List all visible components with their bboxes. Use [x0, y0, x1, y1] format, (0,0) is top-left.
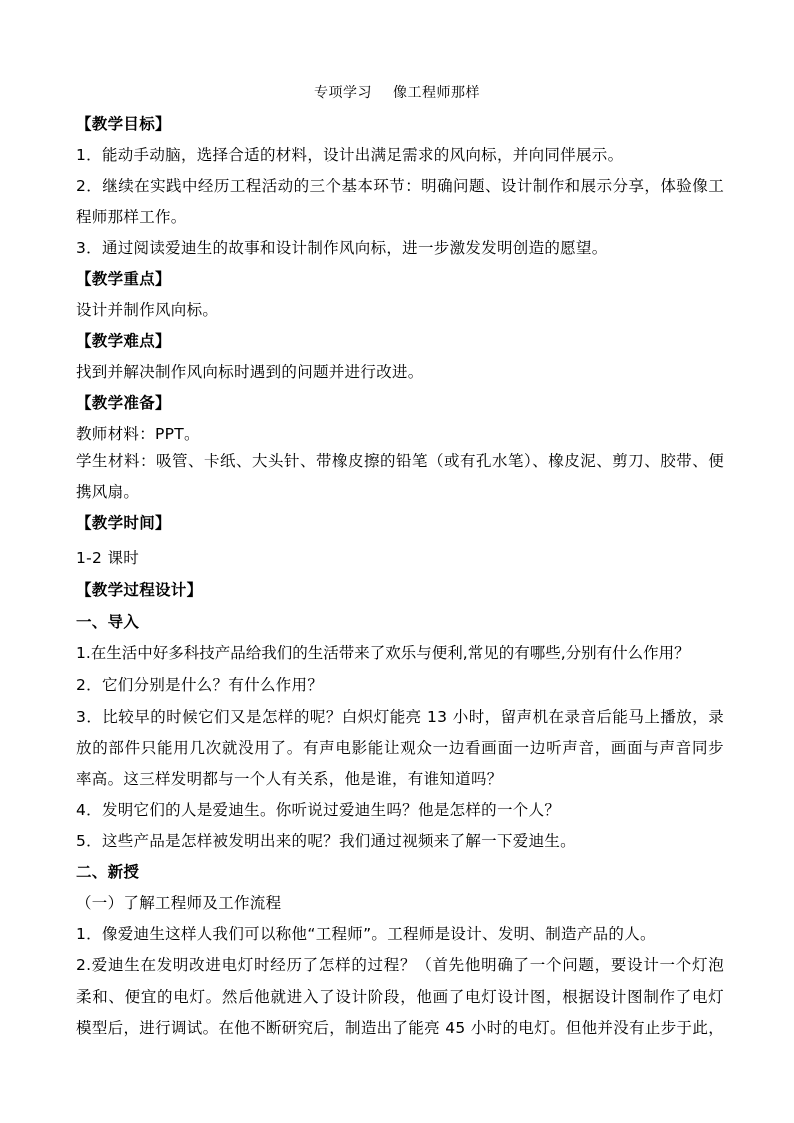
section-new-lesson: 二、新授: [76, 863, 140, 881]
heading-time: 【教学时间】: [76, 514, 171, 532]
prep-teacher: 教师材料：PPT。: [76, 425, 200, 443]
heading-key-point: 【教学重点】: [76, 270, 171, 288]
subsection-engineer: （一）了解工程师及工作流程: [76, 894, 282, 912]
section-intro: 一、导入: [76, 613, 140, 631]
key-point-text: 设计并制作风向标。: [76, 301, 219, 319]
page-title: [0, 82, 794, 102]
prep-student-line-2: 携风扇。: [76, 483, 140, 501]
new-item-2-line-3: 模型后，进行调试。在他不断研究后，制造出了能亮 45 小时的电灯。但他并没有止步于此，: [76, 1019, 724, 1037]
intro-item-5: 5．这些产品是怎样被发明出来的呢？我们通过视频来了解一下爱迪生。: [76, 832, 576, 850]
title-main: 专项学习: [314, 85, 373, 101]
intro-item-2: 2．它们分别是什么？有什么作用？: [76, 676, 324, 694]
time-text: 1-2 课时: [76, 549, 140, 567]
new-item-2-line-2: 柔和、便宜的电灯。然后他就进入了设计阶段，他画了电灯设计图，根据设计图制作了电灯: [76, 988, 724, 1006]
intro-item-3-line-3: 率高。这三样发明都与一个人有关系，他是谁，有谁知道吗？: [76, 770, 503, 788]
heading-teaching-goal: 【教学目标】: [76, 115, 171, 133]
title-sub: 像工程师那样: [392, 85, 480, 101]
prep-student-line-1: 学生材料：吸管、卡纸、大头针、带橡皮擦的铅笔（或有孔水笔）、橡皮泥、剪刀、胶带、便: [76, 452, 724, 470]
intro-item-3-line-1: 3．比较早的时候它们又是怎样的呢？白炽灯能亮 13 小时，留声机在录音后能马上播放，录: [76, 708, 724, 726]
goal-item-1: 1．能动手动脑，选择合适的材料，设计出满足需求的风向标，并向同伴展示。: [76, 146, 624, 164]
goal-item-3: 3．通过阅读爱迪生的故事和设计制作风向标，进一步激发发明创造的愿望。: [76, 239, 608, 257]
difficulty-text: 找到并解决制作风向标时遇到的问题并进行改进。: [76, 363, 424, 381]
heading-difficulty: 【教学难点】: [76, 332, 171, 350]
new-item-1: 1．像爱迪生这样人我们可以称他“工程师”。工程师是设计、发明、制造产品的人。: [76, 925, 656, 943]
intro-item-3-line-2: 放的部件只能用几次就没用了。有声电影能让观众一边看画面一边听声音，画面与声音同步: [76, 739, 724, 757]
goal-item-2-line-2: 程师那样工作。: [76, 208, 187, 226]
heading-preparation: 【教学准备】: [76, 394, 171, 412]
goal-item-2-line-1: 2．继续在实践中经历工程活动的三个基本环节：明确问题、设计制作和展示分享，体验像工: [76, 177, 724, 195]
intro-item-1: 1.在生活中好多科技产品给我们的生活带来了欢乐与便利,常见的有哪些,分别有什么作用？: [76, 644, 690, 662]
intro-item-4: 4．发明它们的人是爱迪生。你听说过爱迪生吗？他是怎样的一个人？: [76, 801, 561, 819]
new-item-2-line-1: 2.爱迪生在发明改进电灯时经历了怎样的过程？（首先他明确了一个问题，要设计一个灯泡: [76, 956, 724, 974]
heading-process: 【教学过程设计】: [76, 581, 203, 599]
